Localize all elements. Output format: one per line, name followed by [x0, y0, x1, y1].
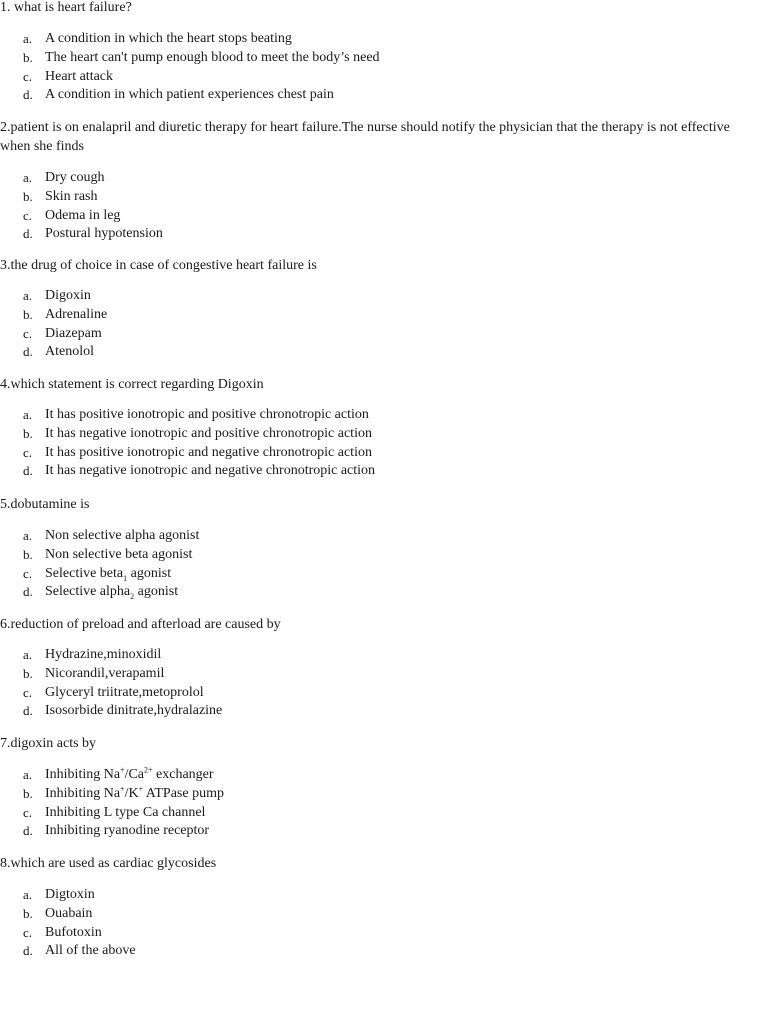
option-c: [0, 68, 768, 87]
option-c: [0, 684, 768, 703]
option-text-main: Selective beta: [45, 565, 124, 581]
option-text: It has negative ionotropic and negative chronotropic action: [45, 463, 376, 479]
option-text: Inhibiting L type Ca channel: [45, 804, 206, 820]
option-a: [0, 646, 768, 665]
option-text-tail: exchanger: [152, 767, 214, 782]
option-a: [0, 406, 768, 425]
option-letter: b.: [23, 665, 33, 681]
option-letter: d.: [23, 703, 33, 719]
option-b: [0, 306, 768, 325]
option-text: Non selective alpha agonist: [45, 528, 200, 543]
option-text: It has positive ionotropic and positive chronotropic action: [45, 407, 369, 422]
option-text: It has negative ionotropic and positive chronotropic action: [45, 425, 372, 441]
superscript: +: [120, 784, 125, 794]
question-6: [0, 615, 768, 721]
option-list: [0, 646, 768, 721]
option-a: [0, 169, 768, 188]
option-text: Heart attack: [45, 68, 114, 84]
question-2: [0, 118, 768, 244]
option-list: [0, 766, 768, 841]
question-text: 6.reduction of preload and afterload are caused by: [0, 617, 281, 632]
question-text: 1. what is heart failure?: [0, 0, 132, 15]
option-b: [0, 546, 768, 565]
option-text: [45, 767, 214, 782]
option-d: [0, 583, 768, 602]
subscript: 1: [123, 573, 128, 583]
option-text: [45, 566, 171, 581]
subscript: 2: [130, 592, 135, 602]
option-a: [0, 287, 768, 306]
option-text: The heart can't pump enough blood to meet the body’s need: [45, 49, 380, 65]
option-letter: c.: [23, 684, 33, 700]
option-letter: a.: [23, 647, 33, 662]
option-text: Skin rash: [45, 188, 98, 204]
option-letter: c.: [23, 325, 33, 341]
question-text: 7.digoxin acts by: [0, 736, 97, 751]
option-text: Postural hypotension: [45, 226, 163, 242]
question-text: 3.the drug of choice in case of congestive heart failure is: [0, 258, 317, 273]
option-letter: b.: [23, 546, 33, 562]
option-text: [45, 786, 224, 801]
option-d: [0, 822, 768, 841]
option-letter: c.: [23, 444, 33, 460]
question-7: [0, 734, 768, 841]
option-list: [0, 30, 768, 105]
option-letter: a.: [23, 288, 33, 303]
option-text: Non selective beta agonist: [45, 546, 193, 562]
option-d: [0, 225, 768, 244]
option-b: [0, 425, 768, 444]
option-letter: d.: [23, 344, 33, 360]
option-text: It has positive ionotropic and negative chronotropic action: [45, 444, 372, 460]
option-text-tail: agonist: [134, 584, 179, 600]
option-letter: a.: [23, 887, 33, 902]
option-letter: d.: [23, 823, 33, 839]
option-letter: a.: [23, 407, 33, 422]
option-c: [0, 325, 768, 344]
option-letter: c.: [23, 565, 33, 581]
option-a: [0, 30, 768, 49]
option-text: Nicorandil,verapamil: [45, 665, 165, 681]
option-text: All of the above: [45, 943, 136, 959]
question-text: 4.which statement is correct regarding Digoxin: [0, 377, 264, 392]
option-letter: a.: [23, 767, 33, 782]
option-a: [0, 886, 768, 905]
option-c: [0, 565, 768, 584]
option-b: [0, 49, 768, 68]
option-letter: d.: [23, 463, 33, 479]
option-text-mid: /K: [124, 785, 139, 801]
question-4: [0, 375, 768, 481]
option-letter: a.: [23, 31, 33, 46]
option-letter: a.: [23, 170, 33, 185]
superscript: 2+: [144, 765, 153, 775]
option-letter: c.: [23, 924, 33, 940]
option-letter: b.: [23, 306, 33, 322]
option-text-main: Selective alpha: [45, 584, 131, 600]
option-text: Dry cough: [45, 170, 105, 185]
option-b: [0, 905, 768, 924]
option-b: [0, 188, 768, 207]
option-c: [0, 924, 768, 943]
option-text: Ouabain: [45, 905, 93, 921]
option-text: Digtoxin: [45, 887, 95, 902]
question-text: 2.patient is on enalapril and diuretic therapy for heart failure.The nurse should notify the physician that the therapy is not effective when she finds: [0, 120, 730, 154]
option-text: Odema in leg: [45, 207, 121, 223]
option-list: [0, 406, 768, 481]
option-c: [0, 804, 768, 823]
option-list: [0, 169, 768, 244]
option-letter: c.: [23, 207, 33, 223]
option-text: Atenolol: [45, 344, 94, 360]
option-text-mid: /Ca: [124, 767, 145, 782]
option-text: Glyceryl triitrate,metoprolol: [45, 684, 204, 700]
option-text: [45, 584, 179, 602]
option-a: [0, 527, 768, 546]
option-letter: a.: [23, 528, 33, 543]
option-text-tail: ATPase pump: [143, 785, 224, 801]
question-text: 5.dobutamine is: [0, 497, 90, 512]
option-letter: b.: [23, 425, 33, 441]
option-c: [0, 207, 768, 226]
option-list: [0, 886, 768, 961]
question-1: [0, 0, 768, 105]
option-d: [0, 343, 768, 362]
superscript: +: [120, 765, 125, 775]
option-text: Digoxin: [45, 288, 91, 303]
option-b: [0, 785, 768, 804]
option-text: A condition in which patient experiences chest pain: [45, 87, 334, 103]
option-text: Inhibiting ryanodine receptor: [45, 823, 210, 839]
question-8: [0, 854, 768, 961]
option-letter: d.: [23, 584, 33, 600]
option-text: Hydrazine,minoxidil: [45, 647, 162, 662]
option-text-main: Inhibiting Na: [45, 767, 121, 782]
option-d: [0, 942, 768, 961]
option-b: [0, 665, 768, 684]
option-text: Adrenaline: [45, 306, 108, 322]
option-text: Diazepam: [45, 325, 102, 341]
option-c: [0, 444, 768, 463]
option-list: [0, 527, 768, 602]
option-letter: d.: [23, 226, 33, 242]
option-text: Bufotoxin: [45, 924, 102, 940]
option-text: Isosorbide dinitrate,hydralazine: [45, 703, 223, 719]
option-letter: d.: [23, 87, 33, 103]
option-a: [0, 766, 768, 785]
option-list: [0, 287, 768, 362]
question-5: [0, 495, 768, 602]
option-d: [0, 702, 768, 721]
question-3: [0, 256, 768, 362]
option-letter: b.: [23, 905, 33, 921]
option-letter: d.: [23, 943, 33, 959]
option-d: [0, 86, 768, 105]
option-letter: c.: [23, 804, 33, 820]
question-text: 8.which are used as cardiac glycosides: [0, 856, 217, 871]
option-letter: b.: [23, 188, 33, 204]
option-text: A condition in which the heart stops beating: [45, 31, 292, 46]
option-text-main: Inhibiting Na: [45, 785, 121, 801]
option-letter: c.: [23, 68, 33, 84]
option-text-tail: agonist: [127, 565, 172, 581]
option-d: [0, 462, 768, 481]
superscript: +: [138, 784, 144, 794]
option-letter: b.: [23, 49, 33, 65]
option-letter: b.: [23, 785, 33, 801]
